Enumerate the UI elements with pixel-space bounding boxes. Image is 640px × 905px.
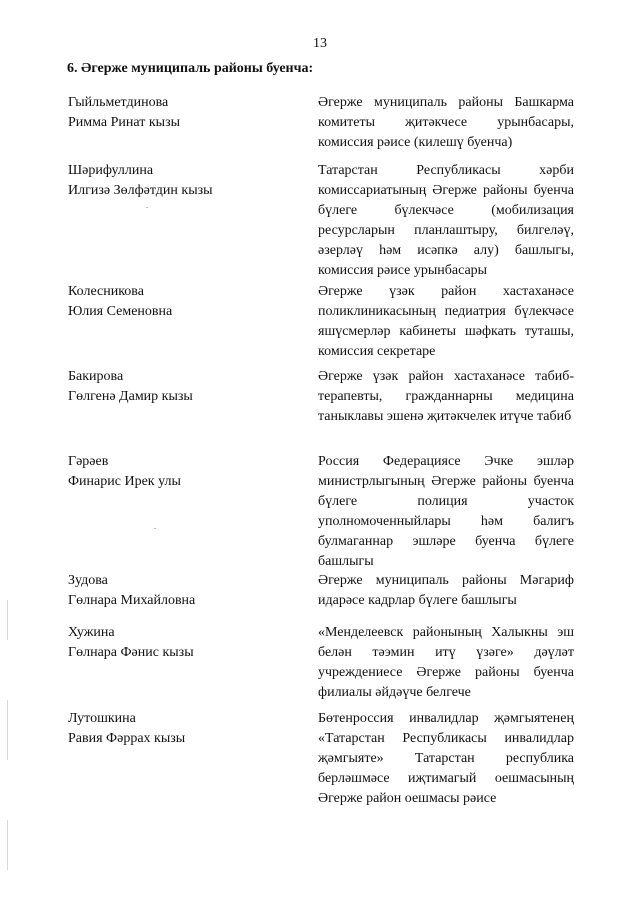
scan-margin-mark: [7, 820, 8, 870]
member-name: [68, 93, 298, 133]
scan-margin-mark: [7, 700, 8, 760]
member-surname: Колесникова: [68, 284, 144, 299]
page-number: 13: [313, 36, 327, 51]
member-given-name: Римма Ринат кызы: [68, 115, 180, 130]
member-name: [68, 623, 298, 663]
member-role: Бөтенроссия инвалидлар җәмгыятенең «Татарстан Республикасы инвалидлар җәмгыяте» Татарстан республика берләшмәсе иҗтимагый оешмасының Әгерже район оешмасы рәисе: [318, 711, 574, 806]
member-surname: Бакирова: [68, 369, 124, 384]
member-given-name: Юлия Семеновна: [68, 304, 173, 319]
member-surname: Лутошкина: [68, 711, 136, 726]
member-role: Россия Федерациясе Эчке эшләр министрлыгының Әгерже районы буенча бүлеге полиция участок уполномоченныйлары һәм балигъ булмаганнар эшләре буенча бүлеге башлыгы: [318, 454, 574, 569]
member-role: Әгерже муниципаль районы Башкарма комитеты җитәкчесе урынбасары, комиссия рәисе (килешү буенча): [318, 95, 574, 150]
member-surname: Хужина: [68, 625, 115, 640]
member-surname: Гыйльметдинова: [68, 95, 169, 110]
member-name: [68, 367, 298, 407]
scan-speck: [146, 207, 148, 208]
member-role: «Менделеевск районының Халыкны эш белән тәэмин итү үзәге» дәүләт учреждениесе Әгерже районы буенча филиалы әйдәүче белгече: [318, 625, 574, 700]
member-role: Татарстан Республикасы хәрби комиссариатының Әгерже районы буенча бүлеге бүлекчәсе (мобилизация ресурсларын планлаштыру, билгеләү, әзерләү һәм исәпкә алу) башлыгы, комиссия рәисе урынбасары: [318, 163, 574, 278]
member-given-name: Гөлнара Фәнис кызы: [68, 645, 194, 660]
member-name: [68, 452, 298, 492]
member-name: [68, 161, 298, 201]
member-name: [68, 282, 298, 322]
member-given-name: Илгизә Зөлфәтдин кызы: [68, 183, 213, 198]
scan-speck: [154, 528, 156, 529]
member-surname: Гәрәев: [68, 454, 109, 469]
member-given-name: Финарис Ирек улы: [68, 474, 181, 489]
member-surname: Шәрифуллина: [68, 163, 154, 178]
member-role: Әгерже үзәк район хастаханәсе поликлиникасының педиатрия бүлекчәсе яшүсмерләр кабинеты шәфкать туташы, комиссия секретаре: [318, 284, 574, 359]
member-name: [68, 709, 298, 749]
scan-margin-mark: [7, 600, 8, 640]
section-heading: 6. Әгерже муниципаль районы буенча:: [67, 61, 314, 76]
member-given-name: Гөлгенә Дамир кызы: [68, 389, 193, 404]
member-given-name: Равия Фәррах кызы: [68, 731, 186, 746]
member-role: Әгерже үзәк район хастаханәсе табибтерапевты, гражданнарны медицина таныклавы эшенә җитәкчелек итүче табиб: [318, 369, 574, 424]
member-name: [68, 571, 298, 611]
member-role: Әгерже муниципаль районы Мәгариф идарәсе кадрлар бүлеге башлыгы: [318, 573, 574, 608]
member-given-name: Гөлнара Михайловна: [68, 593, 196, 608]
member-surname: Зудова: [68, 573, 108, 588]
